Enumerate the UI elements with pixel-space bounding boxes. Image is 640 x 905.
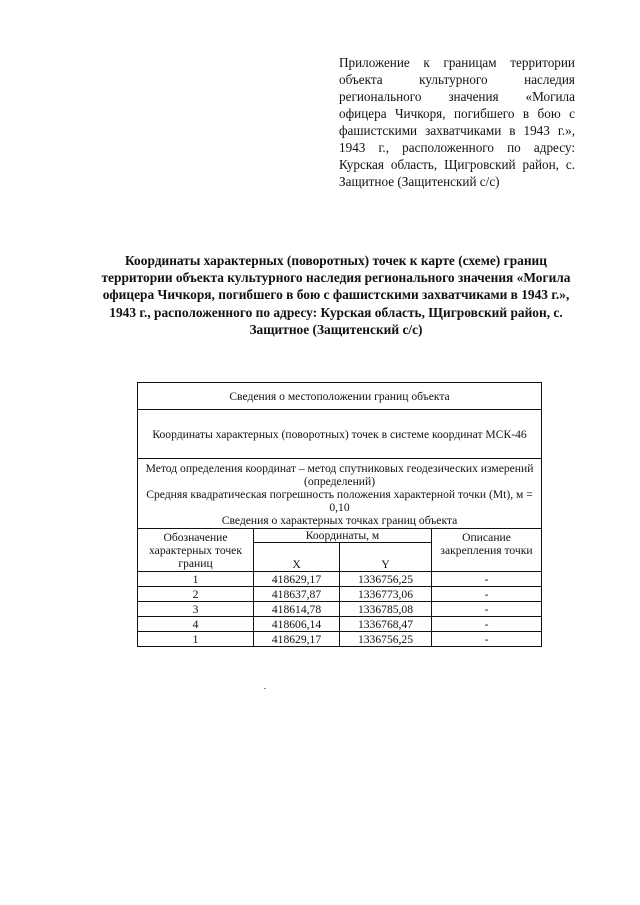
location-section-header: Сведения о местоположении границ объекта bbox=[138, 383, 542, 410]
point-cell: 2 bbox=[138, 587, 254, 602]
description-column-header: Описание закрепления точки bbox=[432, 529, 542, 572]
method-text: Метод определения координат – метод спутниковых геодезических измерений (определений) bbox=[145, 462, 534, 488]
coordinates-table bbox=[137, 382, 542, 647]
appendix-note: Приложение к границам территории объекта культурного наследия регионального значения «Могила офицера Чичкоря, погибшего в бою с фашистскими захватчиками в 1943 г.», 1943 г., расположенного по адресу: Курская область, Щигровский район, с. Защитное (Защитенский с/с) bbox=[339, 55, 575, 189]
description-cell: - bbox=[432, 587, 542, 602]
point-cell: 1 bbox=[138, 572, 254, 587]
y-cell: 1336785,08 bbox=[340, 602, 432, 617]
x-column-header: X bbox=[254, 543, 340, 572]
description-cell: - bbox=[432, 617, 542, 632]
point-cell: 4 bbox=[138, 617, 254, 632]
x-cell: 418614,78 bbox=[254, 602, 340, 617]
scan-artifact bbox=[264, 688, 266, 689]
table-row bbox=[138, 587, 542, 602]
y-cell: 1336773,06 bbox=[340, 587, 432, 602]
y-cell: 1336756,25 bbox=[340, 632, 432, 647]
points-info-text: Сведения о характерных точках границ объекта bbox=[221, 514, 458, 527]
y-column-header: Y bbox=[340, 543, 432, 572]
coordinate-system-header: Координаты характерных (поворотных) точек в системе координат МСК-46 bbox=[138, 410, 542, 459]
error-text: Средняя квадратическая погрешность положения характерной точки (Mt), м = 0,10 bbox=[146, 488, 533, 514]
x-cell: 418629,17 bbox=[254, 632, 340, 647]
document-title: Координаты характерных (поворотных) точек к карте (схеме) границ территории объекта культурного наследия регионального значения «Могила офицера Чичкоря, погибшего в бою с фашистскими захватчиками в 1943 г.», 1943 г., расположенного по адресу: Курская область, Щигровский район, с. Защитное (Защитенский с/с) bbox=[101, 253, 571, 337]
x-cell: 418637,87 bbox=[254, 587, 340, 602]
x-cell: 418629,17 bbox=[254, 572, 340, 587]
table-row bbox=[138, 632, 542, 647]
description-cell: - bbox=[432, 602, 542, 617]
table-row bbox=[138, 602, 542, 617]
point-cell: 1 bbox=[138, 632, 254, 647]
coordinates-column-header: Координаты, м bbox=[254, 529, 432, 543]
y-cell: 1336768,47 bbox=[340, 617, 432, 632]
y-cell: 1336756,25 bbox=[340, 572, 432, 587]
description-cell: - bbox=[432, 632, 542, 647]
table-row bbox=[138, 572, 542, 587]
method-section bbox=[138, 459, 542, 529]
description-cell: - bbox=[432, 572, 542, 587]
point-cell: 3 bbox=[138, 602, 254, 617]
table-row bbox=[138, 617, 542, 632]
point-column-header: Обозначение характерных точек границ bbox=[138, 529, 254, 572]
x-cell: 418606,14 bbox=[254, 617, 340, 632]
